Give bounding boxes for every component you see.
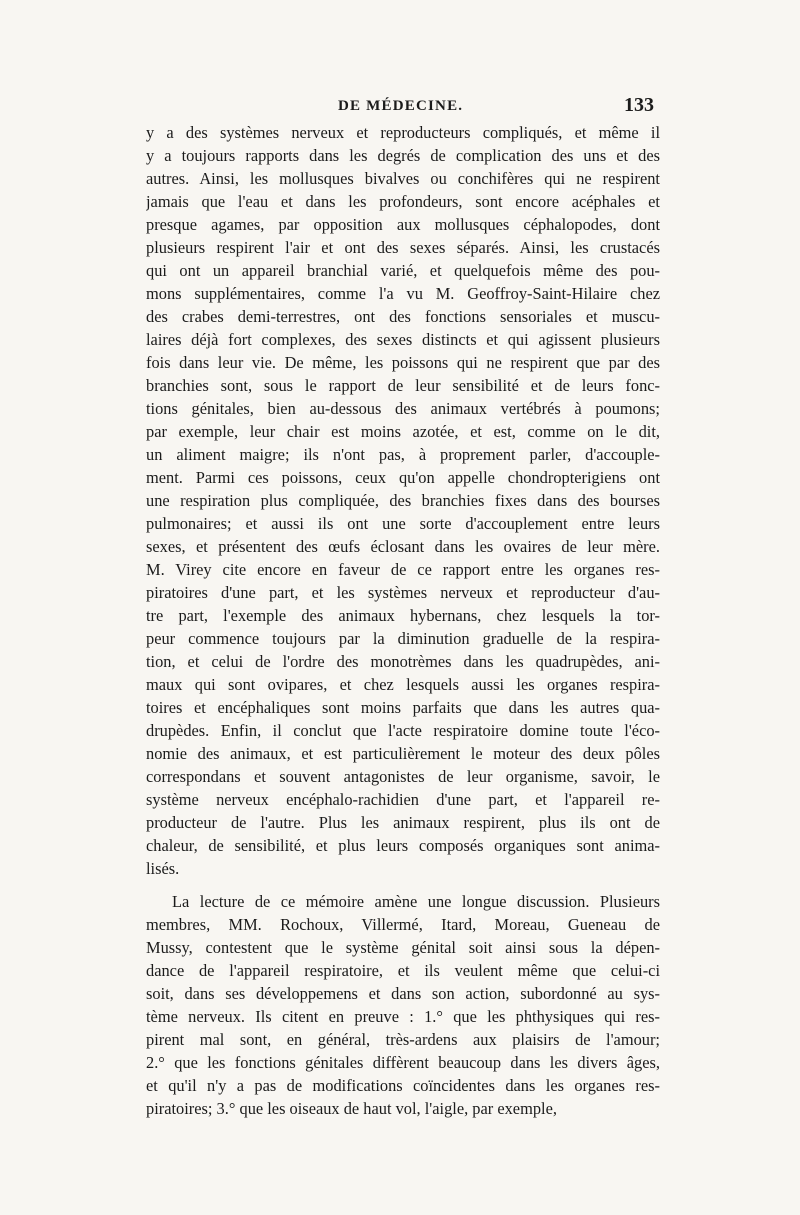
running-title: DE MÉDECINE. [338, 98, 464, 114]
text-line: jamais que l'eau et dans les profondeurs, sont encore acéphales et [146, 192, 660, 211]
paragraph [146, 890, 660, 1120]
text-line: fois dans leur vie. De même, les poissons qui ne respirent que par des [146, 353, 660, 372]
text-line: laires déjà fort complexes, des sexes distincts et qui agissent plusieurs [146, 330, 660, 349]
text-line: chaleur, de sensibilité, et plus leurs composés organiques sont anima- [146, 836, 660, 855]
text-line: mons supplémentaires, comme l'a vu M. Geoffroy-Saint-Hilaire chez [146, 284, 660, 303]
text-line: tème nerveux. Ils citent en preuve : 1.° que les phthysiques qui res- [146, 1007, 660, 1026]
text-line: qui ont un appareil branchial varié, et quelquefois même des pou- [146, 261, 660, 280]
text-line: piratoires d'une part, et les systèmes nerveux et reproducteur d'au- [146, 583, 660, 602]
text-line: membres, MM. Rochoux, Villermé, Itard, Moreau, Gueneau de [146, 915, 660, 934]
paragraph [146, 121, 660, 880]
text-line: un aliment maigre; ils n'ont pas, à proprement parler, d'accouple- [146, 445, 660, 464]
text-line: sexes, et présentent des œufs éclosant dans les ovaires de leur mère. [146, 537, 660, 556]
text-line: 2.° que les fonctions génitales diffèrent beaucoup dans les divers âges, [146, 1053, 660, 1072]
text-line: y a toujours rapports dans les degrés de complication des uns et des [146, 146, 660, 165]
text-line: des crabes demi-terrestres, ont des fonctions sensoriales et muscu- [146, 307, 660, 326]
text-line: par exemple, leur chair est moins azotée, et est, comme on le dit, [146, 422, 660, 441]
text-line: une respiration plus compliquée, des branchies fixes dans des bourses [146, 491, 660, 510]
text-line: maux qui sont ovipares, et chez lesquels aussi les organes respira- [146, 675, 660, 694]
text-line: plusieurs respirent l'air et ont des sexes séparés. Ainsi, les crustacés [146, 238, 660, 257]
text-line: tion, et celui de l'ordre des monotrèmes dans les quadrupèdes, ani- [146, 652, 660, 671]
text-line: presque agames, par opposition aux mollusques céphalopodes, dont [146, 215, 660, 234]
text-line: pirent mal sont, en général, très-ardens aux plaisirs de l'amour; [146, 1030, 660, 1049]
body-text [146, 121, 660, 1120]
text-line: soit, dans ses développemens et dans son action, subordonné au sys- [146, 984, 660, 1003]
text-line: pulmonaires; et aussi ils ont une sorte d'accouplement entre leurs [146, 514, 660, 533]
text-line: branchies sont, sous le rapport de leur sensibilité et de leurs fonc- [146, 376, 660, 395]
text-line: et qu'il n'y a pas de modifications coïncidentes dans les organes res- [146, 1076, 660, 1095]
text-line: drupèdes. Enfin, il conclut que l'acte respiratoire domine toute l'éco- [146, 721, 660, 740]
text-line: M. Virey cite encore en faveur de ce rapport entre les organes res- [146, 560, 660, 579]
text-line: producteur de l'autre. Plus les animaux respirent, plus ils ont de [146, 813, 660, 832]
text-line: ment. Parmi ces poissons, ceux qu'on appelle chondropterigiens ont [146, 468, 660, 487]
running-header [140, 96, 658, 122]
text-line: autres. Ainsi, les mollusques bivalves ou conchifères qui ne respirent [146, 169, 660, 188]
text-line: Mussy, contestent que le système génital soit ainsi sous la dépen- [146, 938, 660, 957]
text-line: La lecture de ce mémoire amène une longue discussion. Plusieurs [172, 892, 660, 911]
text-line: lisés. [146, 859, 180, 878]
text-line: y a des systèmes nerveux et reproducteurs compliqués, et même il [146, 123, 660, 142]
text-line: toires et encéphaliques sont moins parfaits que dans les autres qua- [146, 698, 660, 717]
text-line: dance de l'appareil respiratoire, et ils veulent même que celui-ci [146, 961, 660, 980]
text-line: système nerveux encéphalo-rachidien d'une part, et l'appareil re- [146, 790, 660, 809]
text-line: nomie des animaux, et est particulièrement le moteur des deux pôles [146, 744, 660, 763]
text-line: peur commence toujours par la diminution graduelle de la respira- [146, 629, 660, 648]
text-line: correspondans et souvent antagonistes de leur organisme, savoir, le [146, 767, 660, 786]
text-line: piratoires; 3.° que les oiseaux de haut vol, l'aigle, par exemple, [146, 1099, 557, 1118]
paragraph-gap [146, 880, 660, 890]
text-line: tions génitales, bien au-dessous des animaux vertébrés à poumons; [146, 399, 660, 418]
page-number: 133 [624, 94, 654, 116]
text-line: tre part, l'exemple des animaux hybernans, chez lesquels la tor- [146, 606, 660, 625]
